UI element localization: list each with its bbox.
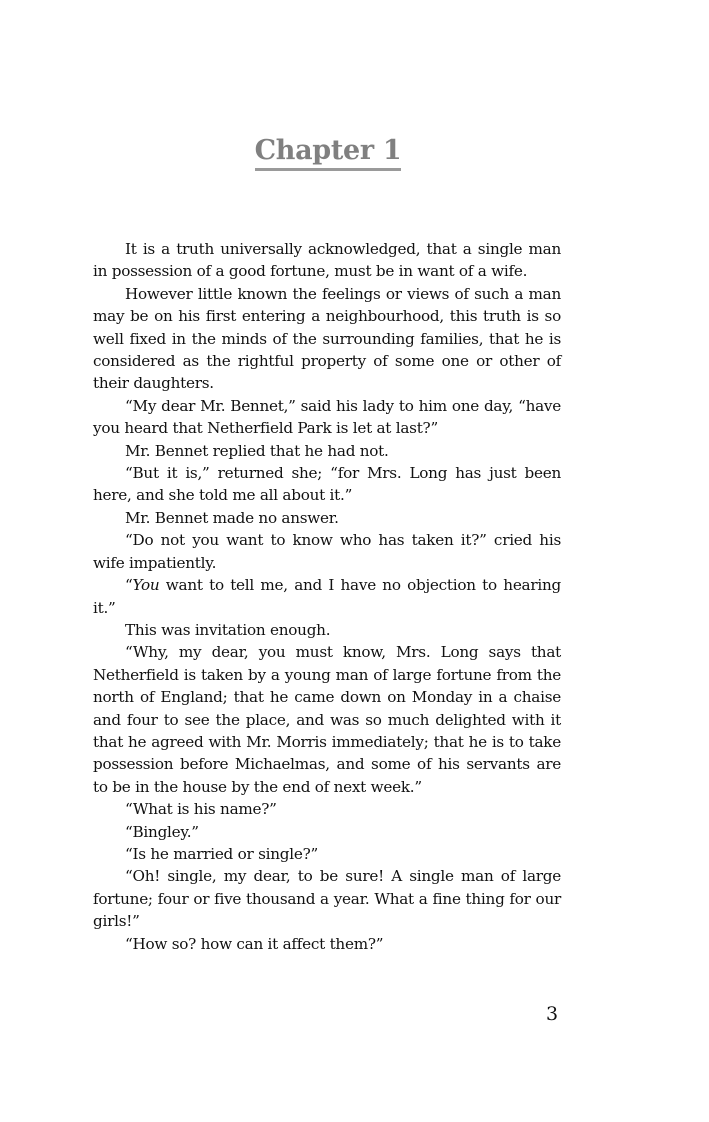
paragraph-emphasis [93, 574, 561, 619]
chapter-body [93, 238, 561, 955]
chapter-heading [0, 130, 656, 171]
paragraph: “But it is,” returned she; “for Mrs. Long has just been here, and she told me all about it.” [93, 464, 561, 505]
emphasized-word: You [132, 576, 160, 595]
chapter-title: Chapter 1 [255, 134, 402, 171]
page-number: 3 [546, 1003, 559, 1025]
paragraph: Mr. Bennet replied that he had not. [125, 441, 389, 460]
paragraph-rest: want to tell me, and I have no objection to hearing it.” [93, 576, 561, 617]
paragraph: “What is his name?” [125, 800, 277, 819]
paragraph: “Why, my dear, you must know, Mrs. Long says that Netherfield is taken by a young man of large fortune from the north of England; that he came down on Monday in a chaise and four to see the place, and was so much delighted with it that he agreed with Mr. Morris immediately; that he is to take possession before Michaelmas, and some of his servants are to be in the house by the end of next week.” [93, 643, 561, 796]
open-quote: “ [125, 576, 133, 595]
paragraph: Mr. Bennet made no answer. [125, 508, 339, 527]
paragraph: However little known the feelings or views of such a man may be on his first entering a neighbourhood, this truth is so well fixed in the minds of the surrounding families, that he is considered as the rightful property of some one or other of their daughters. [93, 284, 561, 393]
paragraph: “How so? how can it affect them?” [125, 934, 384, 953]
paragraph: “My dear Mr. Bennet,” said his lady to him one day, “have you heard that Netherfield Park is let at last?” [93, 396, 561, 438]
paragraph: It is a truth universally acknowledged, that a single man in possession of a good fortune, must be in want of a wife. [93, 240, 561, 281]
paragraph: “Is he married or single?” [125, 844, 318, 863]
paragraph: “Bingley.” [125, 822, 199, 841]
paragraph: “Oh! single, my dear, to be sure! A single man of large fortune; four or five thousand a year. What a fine thing for our girls!” [93, 867, 561, 931]
paragraph: This was invitation enough. [125, 620, 331, 639]
paragraph: “Do not you want to know who has taken it?” cried his wife impatiently. [93, 531, 561, 572]
